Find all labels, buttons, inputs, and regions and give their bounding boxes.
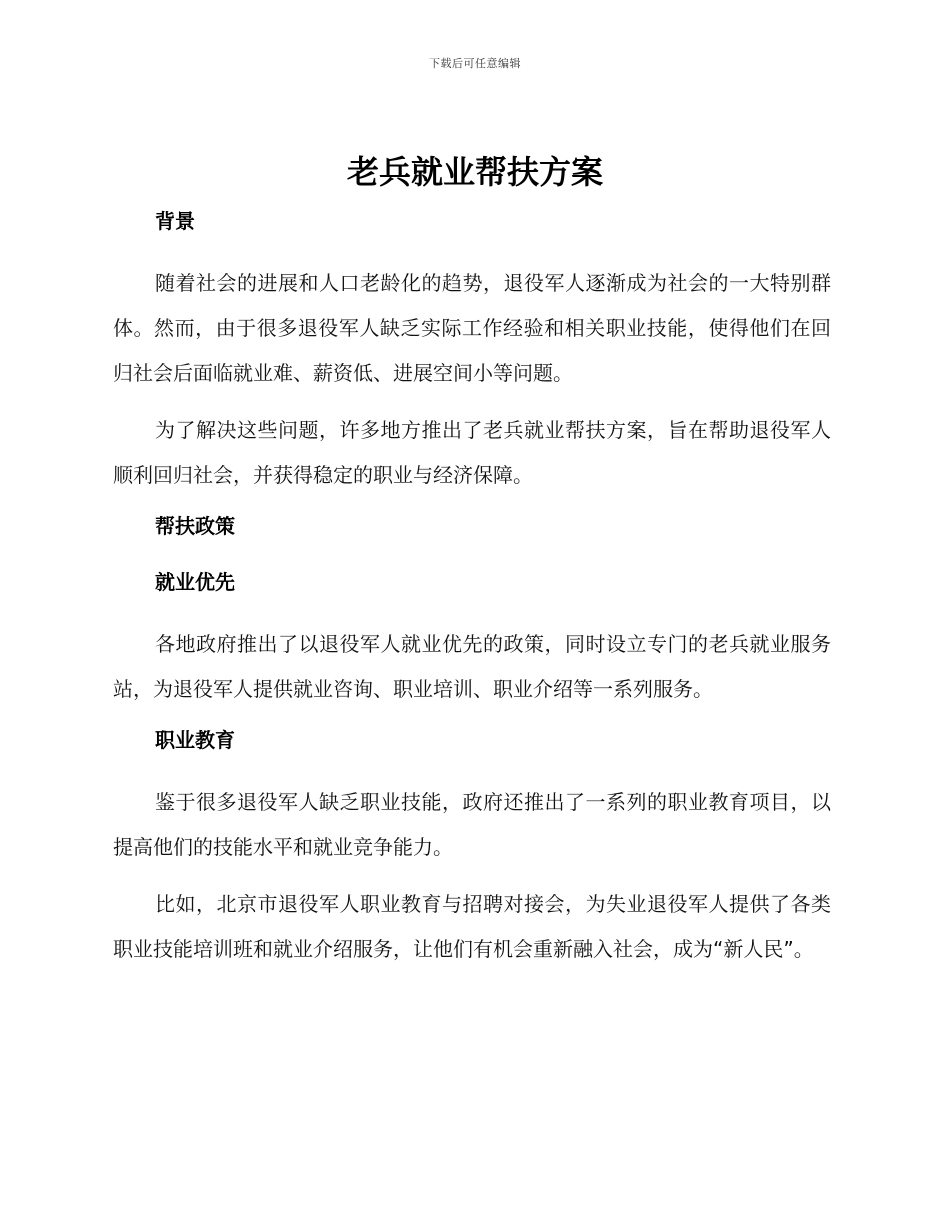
document-body — [113, 205, 831, 984]
paragraph-background-1: 随着社会的进展和人口老龄化的趋势，退役军人逐渐成为社会的一大特别群体。然而，由于很多退役军人缺乏实际工作经验和相关职业技能，使得他们在回归社会后面临就业难、薪资低、进展空间小等问题。 — [113, 271, 831, 385]
paragraph-education-2: 比如，北京市退役军人职业教育与招聘对接会，为失业退役军人提供了各类职业技能培训班和就业介绍服务，让他们有机会重新融入社会，成为“新人民”。 — [113, 892, 831, 961]
document-title: 老兵就业帮扶方案 — [346, 153, 603, 191]
header-note: 下载后可任意编辑 — [429, 57, 521, 70]
paragraph-employment-1: 各地政府推出了以退役军人就业优先的政策，同时设立专门的老兵就业服务站，为退役军人提供就业咨询、职业培训、职业介绍等一系列服务。 — [113, 632, 831, 701]
section-heading-employment: 就业优先 — [155, 570, 235, 594]
section-heading-education: 职业教育 — [155, 728, 235, 752]
paragraph-background-2: 为了解决这些问题，许多地方推出了老兵就业帮扶方案，旨在帮助退役军人顺利回归社会，并获得稳定的职业与经济保障。 — [113, 418, 831, 487]
section-heading-policy: 帮扶政策 — [155, 514, 235, 538]
section-heading-background: 背景 — [155, 209, 195, 233]
paragraph-education-1: 鉴于很多退役军人缺乏职业技能，政府还推出了一系列的职业教育项目，以提高他们的技能水平和就业竞争能力。 — [113, 790, 831, 859]
